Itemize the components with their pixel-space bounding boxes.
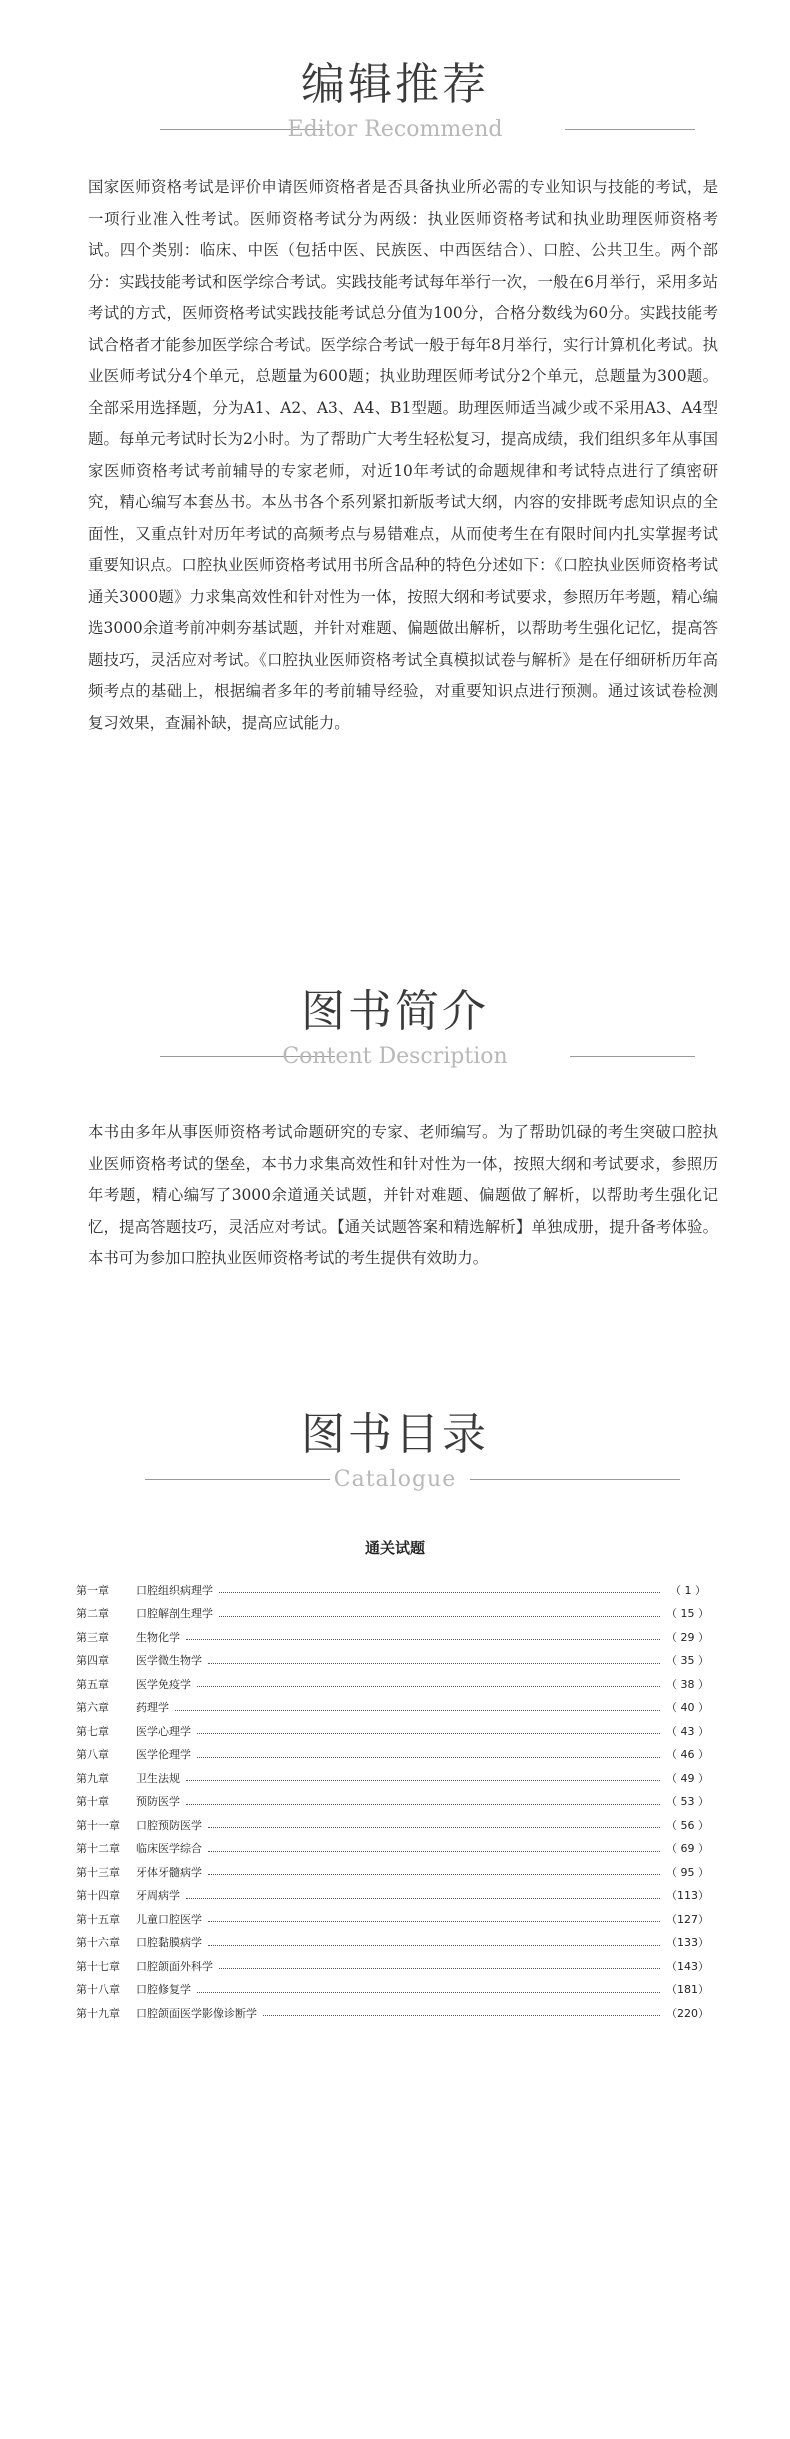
recommend-title: 编辑推荐	[301, 59, 489, 110]
toc-item	[76, 2001, 709, 2025]
toc-item	[76, 1649, 709, 1673]
toc-leader	[208, 1874, 660, 1875]
recommend-header	[0, 55, 790, 165]
toc-item	[76, 1790, 709, 1814]
toc-chapter: 第二章	[76, 1607, 109, 1621]
recommend-paragraph: 国家医师资格考试是评价申请医师资格者是否具备执业所必需的专业知识与技能的考试，是一项行业准入性考试。医师资格考试分为两级：执业医师资格考试和执业助理医师资格考试。四个类别：临床、中医（包括中医、民族医、中西医结合）、口腔、公共卫生。两个部分：实践技能考试和医学综合考试。实践技能考试每年举行一次，一般在6月举行，采用多站考试的方式，医师资格考试实践技能考试总分值为100分，合格分数线为60分。实践技能考试合格者才能参加医学综合考试。医学综合考试一般于每年8月举行，实行计算机化考试。执业医师考试分4个单元，总题量为600题；执业助理医师考试分2个单元，总题量为300题。全部采用选择题，分为A1、A2、A3、A4、B1型题。助理医师适当减少或不采用A3、A4型题。每单元考试时长为2小时。为了帮助广大考生轻松复习，提高成绩，我们组织多年从事国家医师资格考试考前辅导的专家老师，对近10年考试的命题规律和考试特点进行了缜密研究，精心编写本套丛书。本丛书各个系列紧扣新版考试大纲，内容的安排既考虑知识点的全面性，又重点针对历年考试的高频考点与易错难点，从而使考生在有限时间内扎实掌握考试重要知识点。口腔执业医师资格考试用书所含品种的特色分述如下：《口腔执业医师资格考试通关3000题》力求集高效性和针对性为一体，按照大纲和考试要求，参照历年考题，精心编选3000余道考前冲刺夯基试题，并针对难题、偏题做出解析，以帮助考生强化记忆，提高答题技巧，灵活应对考试。《口腔执业医师资格考试全真模拟试卷与解析》是在仔细研析历年高频考点的基础上，根据编者多年的考前辅导经验，对重要知识点进行预测。通过该试卷检测复习效果，查漏补缺，提高应试能力。	[88, 178, 718, 732]
catalogue-header	[0, 1405, 790, 1515]
toc-chapter: 第十九章	[76, 2006, 120, 2020]
toc-item	[76, 1837, 709, 1861]
toc-leader	[186, 1804, 660, 1805]
toc-chapter: 第十七章	[76, 1959, 120, 1973]
toc-page: （220）	[666, 2006, 709, 2020]
toc-item	[76, 1719, 709, 1743]
toc-leader	[197, 1992, 660, 1993]
toc-leader	[219, 1592, 660, 1593]
toc-page: （ 43 ）	[666, 1724, 709, 1738]
toc-leader	[208, 1663, 660, 1664]
toc-title: 卫生法规	[136, 1771, 180, 1785]
intro-paragraph: 本书由多年从事医师资格考试命题研究的专家、老师编写。为了帮助饥碌的考生突破口腔执业医师资格考试的堡垒，本书力求集高效性和针对性为一体，按照大纲和考试要求，参照历年考题，精心编写了3000余道通关试题，并针对难题、偏题做了解析，以帮助考生强化记忆，提高答题技巧，灵活应对考试。【通关试题答案和精选解析】单独成册，提升备考体验。本书可为参加口腔执业医师资格考试的考生提供有效助力。	[88, 1123, 718, 1267]
catalogue-heading: 通关试题	[364, 1539, 425, 1557]
toc-leader	[197, 1686, 660, 1687]
recommend-subtitle: Editor Recommend	[287, 117, 503, 142]
toc-chapter: 第六章	[76, 1701, 109, 1715]
toc-page: （ 49 ）	[666, 1771, 709, 1785]
toc-item	[76, 1954, 709, 1978]
toc-item	[76, 1813, 709, 1837]
toc-item	[76, 1578, 706, 1602]
toc-title: 口腔组织病理学	[136, 1583, 213, 1597]
toc-page: （ 69 ）	[666, 1842, 709, 1856]
toc-leader	[263, 2015, 660, 2016]
toc-leader	[208, 1827, 660, 1828]
toc-item	[76, 1860, 709, 1884]
toc-title: 药理学	[136, 1701, 169, 1715]
catalogue-rule-right	[470, 1479, 680, 1480]
toc-title: 口腔修复学	[136, 1983, 191, 1997]
toc-chapter: 第九章	[76, 1771, 109, 1785]
toc-page: （113）	[666, 1889, 709, 1903]
toc-chapter: 第十六章	[76, 1936, 120, 1950]
toc-chapter: 第十八章	[76, 1983, 120, 1997]
toc-page: （ 15 ）	[666, 1607, 709, 1621]
toc-leader	[208, 1945, 660, 1946]
toc-leader	[186, 1898, 660, 1899]
intro-rule-right	[570, 1056, 695, 1057]
toc-leader	[197, 1757, 660, 1758]
toc-chapter: 第十三章	[76, 1865, 120, 1879]
toc-title: 口腔预防医学	[136, 1818, 202, 1832]
toc-item	[76, 1978, 709, 2002]
toc-title: 牙体牙髓病学	[136, 1865, 202, 1879]
toc-page: （ 35 ）	[666, 1654, 709, 1668]
toc-title: 牙周病学	[136, 1889, 180, 1903]
toc-page: （ 1 ）	[670, 1583, 706, 1597]
toc-item	[76, 1672, 709, 1696]
toc-title: 医学伦理学	[136, 1748, 191, 1762]
recommend-rule-right	[565, 129, 695, 130]
toc-chapter: 第十二章	[76, 1842, 120, 1856]
toc-page: （133）	[666, 1936, 709, 1950]
toc-item	[76, 1625, 709, 1649]
toc-page: （181）	[666, 1983, 709, 1997]
intro-header	[0, 982, 790, 1092]
toc-leader	[197, 1733, 660, 1734]
toc-leader	[186, 1780, 660, 1781]
toc-title: 口腔颌面外科学	[136, 1959, 213, 1973]
toc-title: 口腔颌面医学影像诊断学	[136, 2006, 257, 2020]
toc-leader	[208, 1851, 660, 1852]
toc-leader	[219, 1616, 660, 1617]
toc-item	[76, 1766, 709, 1790]
toc-page: （ 40 ）	[666, 1701, 709, 1715]
toc-title: 医学免疫学	[136, 1677, 191, 1691]
toc-page: （143）	[666, 1959, 709, 1973]
toc-page: （ 29 ）	[666, 1630, 709, 1644]
toc-chapter: 第八章	[76, 1748, 109, 1762]
toc-leader	[219, 1968, 660, 1969]
toc-chapter: 第十章	[76, 1795, 109, 1809]
toc-chapter: 第十四章	[76, 1889, 120, 1903]
toc-page: （ 95 ）	[666, 1865, 709, 1879]
toc-title: 医学微生物学	[136, 1654, 202, 1668]
toc-item	[76, 1743, 709, 1767]
toc-page: （ 53 ）	[666, 1795, 709, 1809]
toc-title: 口腔黏膜病学	[136, 1936, 202, 1950]
toc-item	[76, 1696, 709, 1720]
toc-page: （ 46 ）	[666, 1748, 709, 1762]
toc-item	[76, 1931, 709, 1955]
toc-leader	[175, 1710, 660, 1711]
toc-title: 预防医学	[136, 1795, 180, 1809]
toc-leader	[208, 1921, 660, 1922]
catalogue-title: 图书目录	[301, 1409, 489, 1460]
toc-chapter: 第五章	[76, 1677, 109, 1691]
toc-chapter: 第七章	[76, 1724, 109, 1738]
toc-page: （127）	[666, 1912, 709, 1926]
toc-chapter: 第三章	[76, 1630, 109, 1644]
toc-item	[76, 1602, 709, 1626]
toc-page: （ 56 ）	[666, 1818, 709, 1832]
intro-title: 图书简介	[301, 986, 489, 1037]
toc-title: 口腔解剖生理学	[136, 1607, 213, 1621]
toc-chapter: 第十五章	[76, 1912, 120, 1926]
catalogue-subtitle: Catalogue	[333, 1467, 457, 1492]
toc-chapter: 第四章	[76, 1654, 109, 1668]
toc-item	[76, 1907, 709, 1931]
toc-leader	[186, 1639, 660, 1640]
toc-title: 生物化学	[136, 1630, 180, 1644]
table-of-contents	[76, 1578, 709, 2025]
toc-page: （ 38 ）	[666, 1677, 709, 1691]
toc-title: 临床医学综合	[136, 1842, 202, 1856]
toc-item	[76, 1884, 709, 1908]
intro-subtitle: Content Description	[282, 1044, 508, 1069]
toc-title: 儿童口腔医学	[136, 1912, 202, 1926]
toc-title: 医学心理学	[136, 1724, 191, 1738]
toc-chapter: 第一章	[76, 1583, 109, 1597]
toc-chapter: 第十一章	[76, 1818, 120, 1832]
